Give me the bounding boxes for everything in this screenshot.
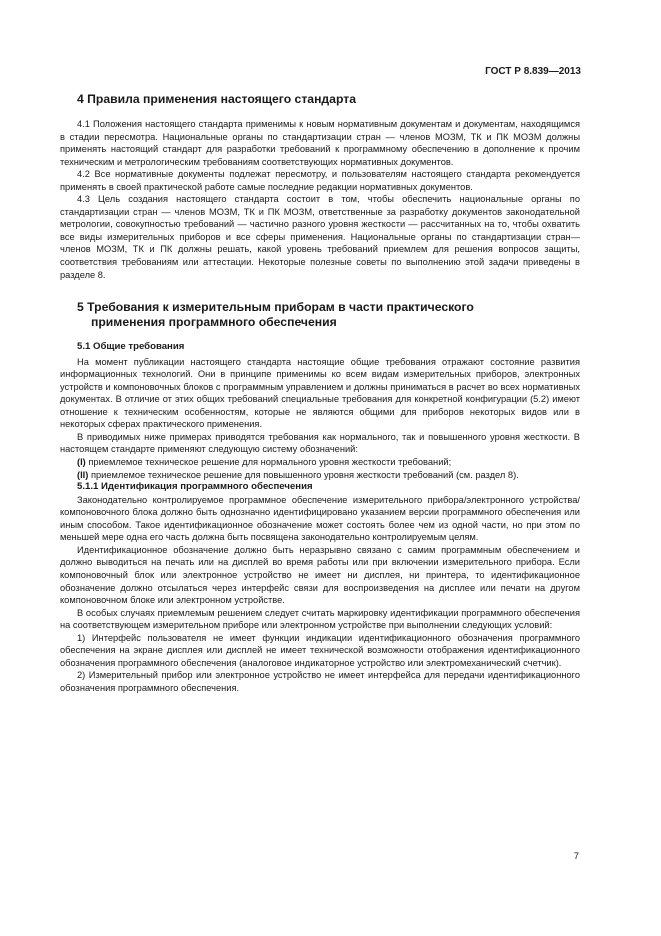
condition-item-2: 2) Измерительный прибор или электронное устройство не имеет интерфейса для передачи идентификационного обозначения программного обеспечения. <box>60 670 580 693</box>
condition-item-1: 1) Интерфейс пользователя не имеет функции индикации идентификационного обозначения программного обеспечения на экране дисплея или дисплей не имеет технической возможности отображения идентификационного обозначения программного обеспечения (аналоговое индикаторное устройство или электромеханический счетчик). <box>60 632 580 668</box>
paragraph-5-1-1-b: Идентификационное обозначение должно быть неразрывно связано с самим программным обеспечением и должно выводиться на печать или на дисплей во время работы или при включении измерительного прибора. Если компоновочный блок или электронное устройство не имеет ни дисплея, ни принтера, то идентификационное обозначение должно отсылаться через интерфейс связи для воспроизведения на дисплее или печати на другом компоновочном блоке или электронном устройстве. <box>60 544 580 606</box>
page-content <box>60 92 580 694</box>
section-5-heading <box>77 300 580 330</box>
notation-text-2: приемлемое техническое решение для повышенного уровня жесткости требований (см. раздел 8). <box>90 469 519 480</box>
notation-item-1 <box>60 456 580 469</box>
section-5-heading-line1: 5 Требования к измерительным приборам в части практического <box>77 300 474 315</box>
paragraph-4-2: 4.2 Все нормативные документы подлежат пересмотру, и пользователям настоящего стандарта рекомендуется применять в своей практической работе самые последние редакции нормативных документов. <box>60 169 580 192</box>
subsection-5-1-1-heading: 5.1.1 Идентификация программного обеспечения <box>77 481 313 493</box>
paragraph-4-3: 4.3 Цель создания настоящего стандарта состоит в том, чтобы обеспечить национальные органы по стандартизации стран — членов МОЗМ, ТК и ПК МОЗМ, ответственные за разработку документов законодательной метрологии, совокупностью требований — частично разного уровня жесткости — рассчитанных на то, чтобы охватить все виды измерительных приборов и все сферы применения. Национальные органы по стандартизации стран—членов МОЗМ, ТК и ПК должны решать, какой уровень требований приемлем для решения вопросов защиты, соответствия требованиям или аттестации. Некоторые полезные советы по выполнению этой задачи приведены в разделе 8. <box>60 194 580 280</box>
section-5-heading-line2: применения программного обеспечения <box>91 315 337 330</box>
section-4-heading: 4 Правила применения настоящего стандарта <box>77 92 356 106</box>
notation-mark-2: (II) <box>77 469 89 480</box>
subsection-5-1-heading: 5.1 Общие требования <box>77 341 185 353</box>
paragraph-5-1-1-c: В особых случаях приемлемым решением следует считать маркировку идентификации программного обеспечения на соответствующем измерительном приборе или электронном устройстве при выполнении следующих условий: <box>60 607 580 631</box>
paragraph-4-1: 4.1 Положения настоящего стандарта применимы к новым нормативным документам и документам, находящимся в стадии пересмотра. Национальные органы по стандартизации стран — членов МОЗМ, ТК и ПК МОЗМ должны применять настоящий стандарт для разработки требований к программному обеспечению в дополнение к прочим техническим и метрологическим требованиям соответствующих нормативных документов. <box>60 119 580 167</box>
paragraph-5-1-1-a: Законодательно контролируемое программное обеспечение измерительного прибора/электронного устройства/компоновочного блока должно быть однозначно идентифицировано указанием версии программного обеспечения или иным способом. Такое идентификационное обозначение может состоять более чем из одной части, но при этом по меньшей мере одна его часть должна быть посвящена законодательно контролируемым целям. <box>60 494 580 543</box>
document-id-header: ГОСТ Р 8.839—2013 <box>485 66 581 77</box>
notation-item-2 <box>60 469 580 482</box>
page-number: 7 <box>573 851 579 862</box>
paragraph-5-1-b: В приводимых ниже примерах приводятся требования как нормального, так и повышенного уровня жесткости. В настоящем стандарте применяют следующую систему обозначений: <box>60 431 580 455</box>
paragraph-5-1-a: На момент публикации настоящего стандарта настоящие общие требования отражают состояние развития информационных технологий. Они в принципе применимы ко всем видам измерительных приборов, электронных устройств и компоновочных блоков с программным управлением и должны приниматься в расчет во всех нормативных документах. В отличие от этих общих требований специальные требования для конкретной конфигурации (5.2) имеют отношение к техническим особенностям, которые не являются общими для приборов некоторых видов или в некоторых сферах практического применения. <box>60 356 580 430</box>
notation-text-1: приемлемое техническое решение для нормального уровня жесткости требований; <box>88 457 452 468</box>
notation-mark-1: (I) <box>77 457 86 468</box>
